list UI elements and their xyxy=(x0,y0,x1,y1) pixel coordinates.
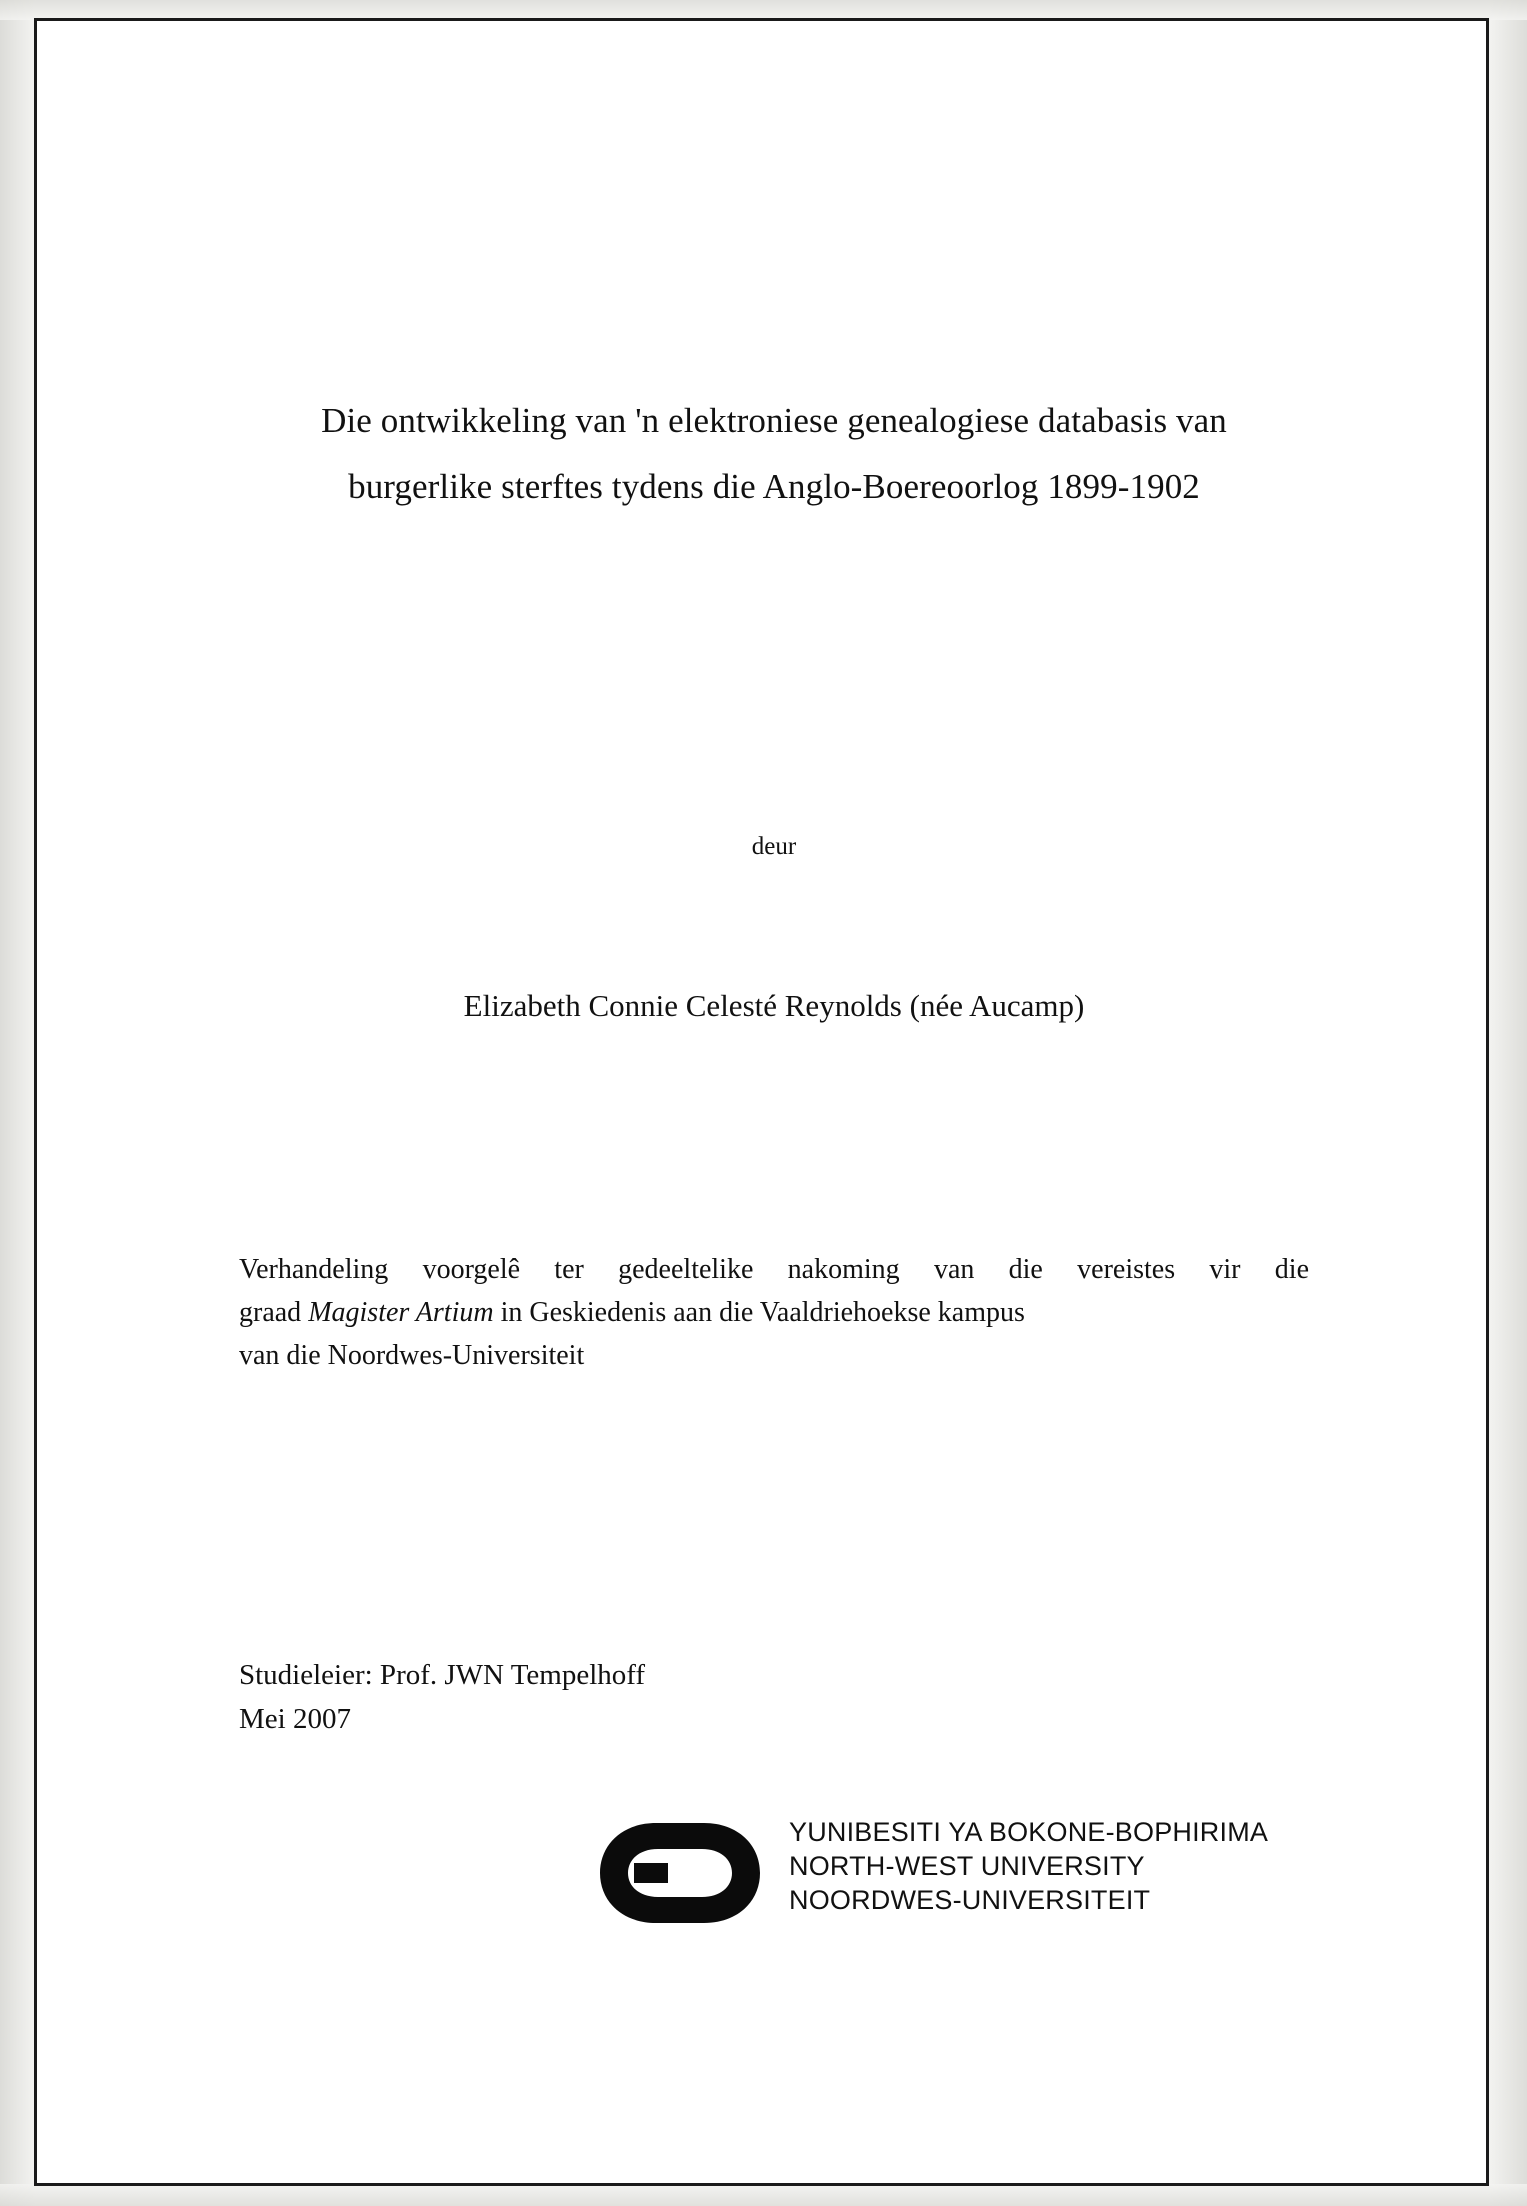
degree-statement-line-3: van die Noordwes-Universiteit xyxy=(239,1340,585,1371)
degree-statement-line-2-prefix: graad xyxy=(239,1297,309,1328)
degree-statement xyxy=(239,1248,1309,1377)
university-logo-block xyxy=(594,1811,1269,1941)
title-page-content xyxy=(199,33,1349,2171)
by-word: deur xyxy=(751,833,797,860)
logo-text-line-1: YUNIBESITI YA BOKONE-BOPHIRIMA xyxy=(789,1817,1269,1847)
page-border-outer xyxy=(34,18,1489,2186)
scan-edge-bottom xyxy=(0,2184,1527,2206)
degree-statement-line-2 xyxy=(239,1291,1309,1334)
university-logo-text xyxy=(789,1815,1268,1917)
logo-text-line-3: NOORDWES-UNIVERSITEIT xyxy=(789,1885,1151,1915)
degree-name-italic: Magister Artium xyxy=(308,1297,494,1328)
page-title xyxy=(199,388,1349,520)
supervisor-line: Studieleier: Prof. JWN Tempelhoff xyxy=(239,1659,646,1691)
page-sheet xyxy=(49,33,1474,2171)
degree-statement-line-2-suffix: in Geskiedenis aan die Vaaldriehoekse kampus xyxy=(493,1297,1025,1328)
degree-statement-line-1: Verhandeling voorgelê ter gedeeltelike nakoming van die vereistes vir die xyxy=(239,1254,1309,1285)
title-line-1: Die ontwikkeling van 'n elektroniese genealogiese databasis van xyxy=(321,401,1227,440)
scan-edge-top xyxy=(0,0,1527,20)
north-west-university-logo-icon xyxy=(594,1817,789,1929)
scan-edge-left xyxy=(0,0,36,2206)
title-line-2: burgerlike sterftes tydens die Anglo-Boereoorlog 1899-1902 xyxy=(348,467,1200,506)
author-name: Elizabeth Connie Celesté Reynolds (née Aucamp) xyxy=(463,988,1085,1023)
scan-edge-right xyxy=(1487,0,1527,2206)
supervisor-block xyxy=(239,1653,1239,1741)
logo-text-line-2: NORTH-WEST UNIVERSITY xyxy=(789,1851,1145,1881)
date-line: Mei 2007 xyxy=(239,1703,351,1735)
